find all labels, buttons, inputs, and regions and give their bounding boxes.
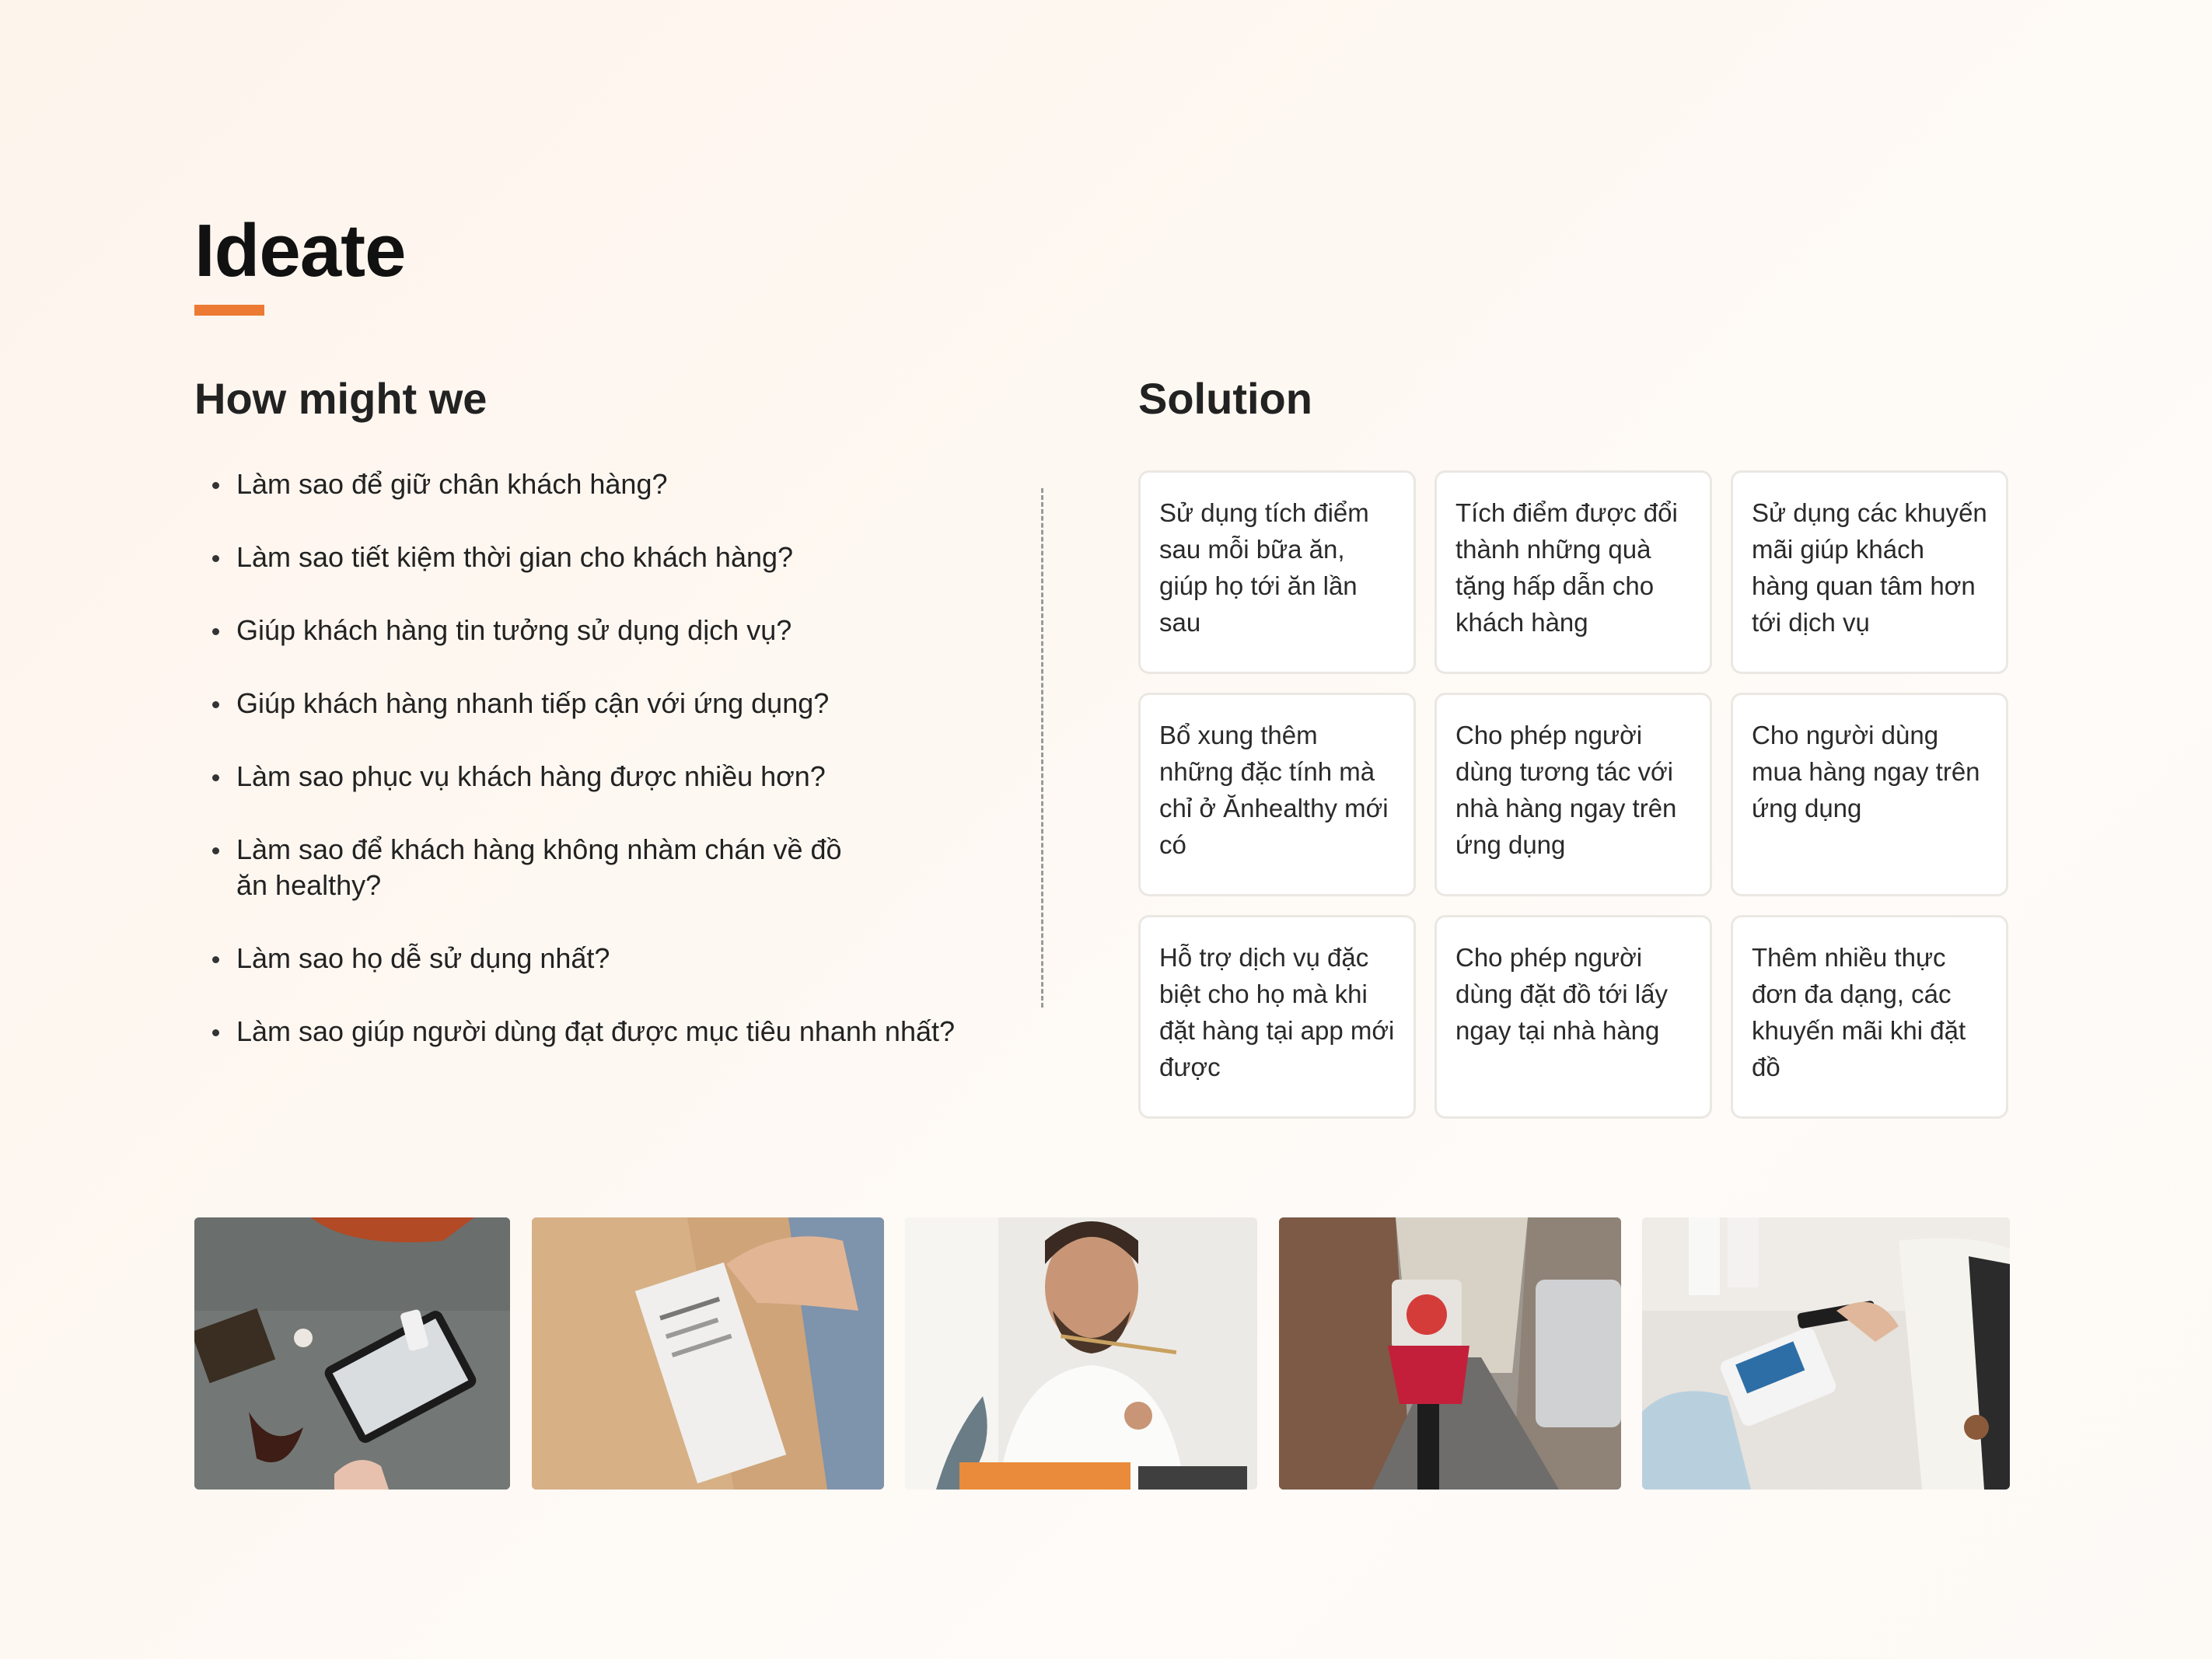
list-item: Làm sao giúp người dùng đạt được mục tiêu nhanh nhất? bbox=[210, 1014, 987, 1050]
solution-card: Sử dụng tích điểm sau mỗi bữa ăn, giúp họ tới ăn lần sau bbox=[1138, 470, 1416, 674]
page-title: Ideate bbox=[194, 209, 406, 292]
photo-delivery-receipt bbox=[532, 1217, 884, 1490]
list-item: Giúp khách hàng nhanh tiếp cận với ứng dụng? bbox=[210, 686, 987, 721]
hmw-list bbox=[210, 466, 987, 1087]
photo-tablet-ordering bbox=[194, 1217, 510, 1490]
list-item: Làm sao để khách hàng không nhàm chán về đồ ăn healthy? bbox=[210, 832, 879, 903]
hmw-heading: How might we bbox=[194, 374, 487, 423]
solution-card: Cho người dùng mua hàng ngay trên ứng dụng bbox=[1731, 693, 2008, 896]
photo-man-eating-sushi bbox=[905, 1217, 1257, 1490]
list-item: Làm sao họ dễ sử dụng nhất? bbox=[210, 941, 987, 976]
solution-grid bbox=[1138, 470, 2009, 1119]
photo-card-payment bbox=[1642, 1217, 2010, 1490]
solution-heading: Solution bbox=[1138, 374, 1312, 423]
list-item: Làm sao tiết kiệm thời gian cho khách hàng? bbox=[210, 540, 987, 575]
list-item: Làm sao để giữ chân khách hàng? bbox=[210, 466, 987, 502]
solution-card: Tích điểm được đổi thành những quà tặng hấp dẫn cho khách hàng bbox=[1434, 470, 1712, 674]
solution-card: Cho phép người dùng tương tác với nhà hàng ngay trên ứng dụng bbox=[1434, 693, 1712, 896]
title-underline bbox=[194, 305, 264, 316]
solution-card: Bổ xung thêm những đặc tính mà chỉ ở Ănhealthy mới có bbox=[1138, 693, 1416, 896]
solution-card: Sử dụng các khuyến mãi giúp khách hàng quan tâm hơn tới dịch vụ bbox=[1731, 470, 2008, 674]
column-divider bbox=[1041, 488, 1043, 1008]
solution-card: Cho phép người dùng đặt đồ tới lấy ngay tại nhà hàng bbox=[1434, 915, 1712, 1119]
list-item: Làm sao phục vụ khách hàng được nhiều hơn? bbox=[210, 759, 987, 795]
solution-card: Hỗ trợ dịch vụ đặc biệt cho họ mà khi đặt hàng tại app mới được bbox=[1138, 915, 1416, 1119]
photo-delivery-rider bbox=[1279, 1217, 1621, 1490]
list-item: Giúp khách hàng tin tưởng sử dụng dịch vụ? bbox=[210, 613, 987, 648]
solution-card: Thêm nhiều thực đơn đa dạng, các khuyến mãi khi đặt đồ bbox=[1731, 915, 2008, 1119]
